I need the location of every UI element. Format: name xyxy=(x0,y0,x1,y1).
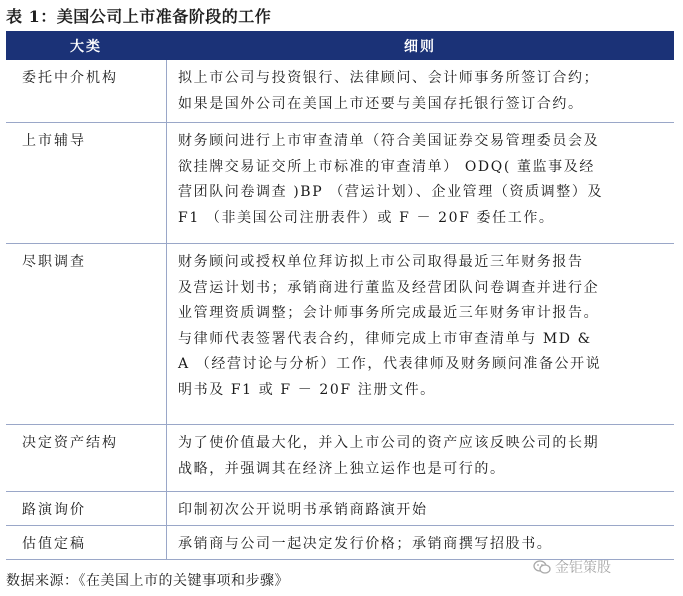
row-category: 尽职调查 xyxy=(22,254,86,270)
row-details xyxy=(178,532,666,558)
detail-line: 战略，并强调其在经济上独立运作也是可行的。 xyxy=(178,460,506,477)
row-category: 路演询价 xyxy=(22,502,86,518)
row-category: 委托中介机构 xyxy=(22,70,118,86)
detail-line: 如果是国外公司在美国上市还要与美国存托银行签订合约。 xyxy=(178,95,584,112)
table-row xyxy=(6,244,674,425)
row-details xyxy=(178,250,666,403)
detail-line: F1 （非美国公司注册表件）或 F － 20F 委任工作。 xyxy=(178,209,555,226)
row-category: 决定资产结构 xyxy=(22,435,118,451)
row-details xyxy=(178,129,666,231)
detail-line: 营团队问卷调查 )BP （营运计划）、企业管理（资质调整）及 xyxy=(178,184,604,200)
work-table xyxy=(6,31,674,560)
detail-line: 为了使价值最大化，并入上市公司的资产应该反映公司的长期 xyxy=(178,435,600,451)
table-row xyxy=(6,123,674,244)
row-details xyxy=(178,66,666,117)
watermark-text: 金钜策股 xyxy=(555,560,611,576)
detail-line: 与律师代表签署代表合约，律师完成上市审查清单与 MD & xyxy=(178,330,592,347)
row-category: 估值定稿 xyxy=(22,536,86,552)
table-header xyxy=(6,31,674,60)
row-category: 上市辅导 xyxy=(22,133,86,149)
header-details: 细则 xyxy=(404,39,436,55)
table-row xyxy=(6,492,674,526)
detail-line: 及营运计划书；承销商进行董监及经营团队问卷调查并进行企 xyxy=(178,279,600,296)
wechat-logo-icon xyxy=(533,558,551,576)
source-note: 数据来源：《在美国上市的关键事项和步骤》 xyxy=(6,573,289,589)
detail-line: 财务顾问或授权单位拜访拟上市公司取得最近三年财务报告 xyxy=(178,254,584,270)
watermark xyxy=(533,556,673,578)
table-row xyxy=(6,526,674,560)
table-row xyxy=(6,60,674,123)
detail-line: 欲挂牌交易证交所上市标准的审查清单） ODQ( 董监事及经 xyxy=(178,158,595,175)
header-category: 大类 xyxy=(70,39,102,55)
table-row xyxy=(6,425,674,492)
detail-line: 明书及 F1 或 F － 20F 注册文件。 xyxy=(178,381,436,398)
detail-line: 拟上市公司与投资银行、法律顾问、会计师事务所签订合约； xyxy=(178,70,600,86)
row-details xyxy=(178,498,666,524)
row-details xyxy=(178,431,666,482)
detail-line: 承销商与公司一起决定发行价格；承销商撰写招股书。 xyxy=(178,536,553,552)
detail-line: 财务顾问进行上市审查清单（符合美国证券交易管理委员会及 xyxy=(178,133,600,149)
table-title: 表 1：美国公司上市准备阶段的工作 xyxy=(6,7,272,26)
detail-line: 印制初次公开说明书承销商路演开始 xyxy=(178,502,428,518)
detail-line: A （经营讨论与分析）工作，代表律师及财务顾问准备公开说 xyxy=(178,356,602,372)
detail-line: 业管理资质调整；会计师事务所完成最近三年财务审计报告。 xyxy=(178,305,600,321)
